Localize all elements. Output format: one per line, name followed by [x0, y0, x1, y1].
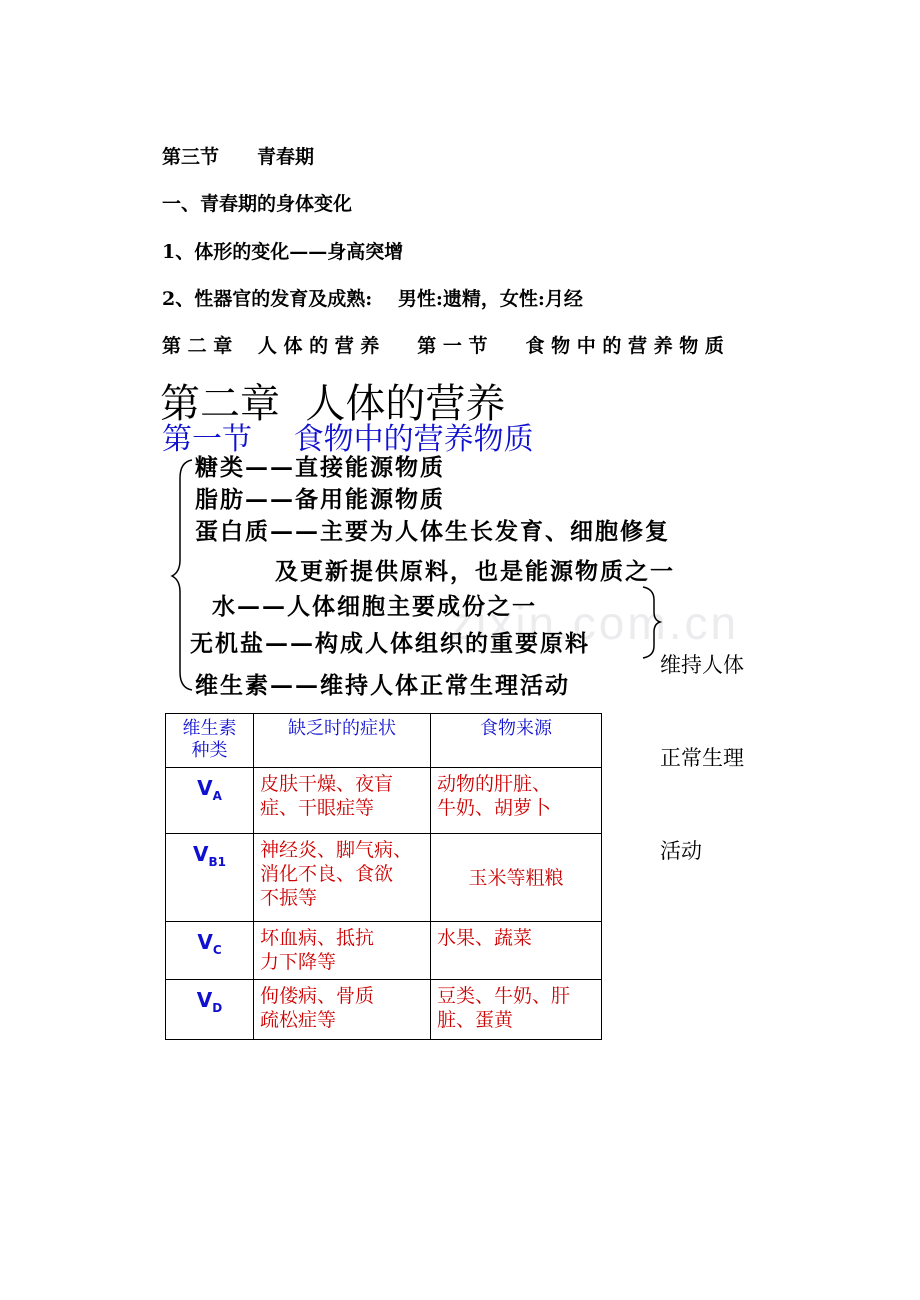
symptoms-cell: 佝偻病、骨质 疏松症等: [254, 980, 431, 1040]
symptoms-cell: 神经炎、脚气病、 消化不良、食欲 不振等: [254, 834, 431, 922]
table-row: [166, 768, 602, 834]
left-brace: [172, 460, 192, 690]
header-food-sources: 食物来源: [431, 714, 602, 768]
side-note-line: 活动: [660, 839, 702, 863]
vitamin-subscript: D: [212, 1001, 223, 1015]
nutrient-minerals: 无机盐——构成人体组织的重要原料: [190, 630, 590, 657]
point-sex-organs: 2、性器官的发育及成熟: 男性:遗精，女性:月经: [162, 288, 583, 310]
symptoms-cell: 皮肤干燥、夜盲 症、干眼症等: [254, 768, 431, 834]
table-row: [166, 922, 602, 980]
vitamin-letter: V: [193, 842, 209, 866]
nutrient-fat: 脂肪——备用能源物质: [195, 486, 445, 513]
side-note-line: 正常生理: [660, 746, 744, 770]
vitamin-letter: V: [197, 776, 213, 800]
nutrient-protein: 蛋白质——主要为人体生长发育、细胞修复: [195, 518, 670, 545]
vitamin-name: [166, 922, 254, 980]
nutrient-vitamins: 维生素——维持人体正常生理活动: [195, 672, 570, 699]
nutrient-protein-cont: 及更新提供原料，也是能源物质之一: [275, 558, 675, 585]
side-note-line: 维持人体: [660, 653, 744, 677]
vitamin-subscript: C: [212, 943, 222, 957]
sources-cell: 动物的肝脏、 牛奶、胡萝卜: [431, 768, 602, 834]
subheading-body-changes: 一、青春期的身体变化: [162, 193, 353, 215]
table-header-row: [166, 714, 602, 768]
vitamin-letter: V: [196, 988, 213, 1012]
vitamin-letter: V: [197, 930, 213, 954]
vitamin-subscript: B1: [208, 855, 226, 869]
nutrient-carbohydrate: 糖类——直接能源物质: [195, 454, 445, 481]
table-row: [166, 834, 602, 922]
section-heading: 第三节 青春期: [162, 146, 315, 168]
header-vitamin-type: 维生素 种类: [166, 714, 254, 768]
watermark: zixin.com.cn: [450, 597, 740, 649]
chapter-line: 第 二 章 人 体 的 营 养 第 一 节 食 物 中 的 营 养 物 质: [162, 335, 724, 357]
table-row: [166, 980, 602, 1040]
nutrient-water: 水——人体细胞主要成份之一: [212, 593, 537, 620]
right-brace: [643, 587, 660, 658]
symptoms-cell: 坏血病、抵抗 力下降等: [254, 922, 431, 980]
vitamin-name: [166, 768, 254, 834]
slide-subtitle: 第一节 食物中的营养物质: [162, 423, 534, 456]
sources-cell: 玉米等粗粮: [431, 834, 602, 922]
header-symptoms: 缺乏时的症状: [254, 714, 431, 768]
sources-cell: 水果、蔬菜: [431, 922, 602, 980]
vitamin-table: [165, 713, 602, 1040]
point-body-shape: 1、体形的变化——身高突增: [162, 241, 404, 263]
vitamin-name: [166, 834, 254, 922]
sources-cell: 豆类、牛奶、肝 脏、蛋黄: [431, 980, 602, 1040]
vitamin-name: [166, 980, 254, 1040]
vitamin-subscript: A: [212, 789, 222, 803]
side-note: [660, 588, 744, 898]
slide-title: 第二章 人体的营养: [160, 381, 506, 427]
